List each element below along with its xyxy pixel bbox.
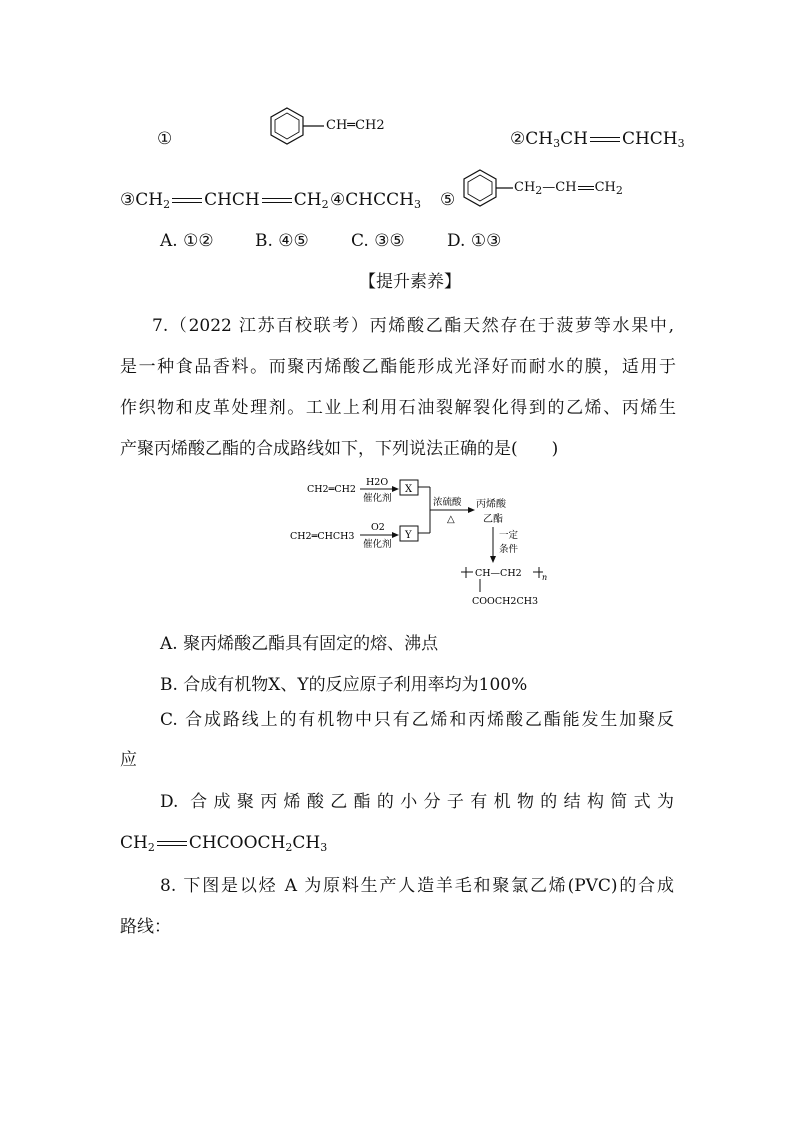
double-bond xyxy=(578,186,594,190)
q7-option-c-cont: 应 xyxy=(120,750,137,770)
option-5-number: ⑤ xyxy=(440,190,456,210)
side-group: COOCH2CH3 xyxy=(472,596,539,607)
benzene-ring-2-inner xyxy=(468,175,492,201)
product-line-1: 丙烯酸 xyxy=(476,499,506,510)
q7-option-d-formula xyxy=(120,835,327,852)
arrow-1-head xyxy=(392,486,399,492)
q8-line-1: 8. 下图是以烃 A 为原料生产人造羊毛和聚氯乙烯(PVC)的合成 xyxy=(160,876,674,896)
q7-option-d: D. 合成聚丙烯酸乙酯的小分子有机物的结构简式为 xyxy=(160,792,674,812)
option-5-formula: $CH_2—CH$ $CH_2$ xyxy=(514,180,623,197)
option-2-sub2: 3 xyxy=(677,137,685,150)
option-5-sub2: 2 xyxy=(615,184,623,197)
q7-option-c: C. 合成路线上的有机物中只有乙烯和丙烯酸乙酯能发生加聚反 xyxy=(160,710,674,730)
q8-line-2: 路线： xyxy=(120,917,171,937)
y-box-label: Y xyxy=(405,530,412,541)
option-5-sub1: 2 xyxy=(535,184,543,197)
q7-option-a: A. 聚丙烯酸乙酯具有固定的熔、沸点 xyxy=(160,634,439,654)
polymer-n: n xyxy=(542,573,548,582)
product-line-2: 乙酯 xyxy=(483,514,503,525)
heat-label: △ xyxy=(447,514,455,525)
double-bond xyxy=(157,841,187,846)
option-3-a: CH xyxy=(135,190,164,210)
double-bond xyxy=(262,198,292,203)
option-3-c: CH xyxy=(293,190,322,210)
ethylene-label: CH2═CH2 xyxy=(307,484,356,495)
option-2-a: CH xyxy=(525,129,554,149)
d-formula-a: CH xyxy=(120,833,148,853)
q7-line-1: 7.（2022 江苏百校联考）丙烯酸乙酯天然存在于菠萝等水果中, xyxy=(152,316,674,336)
option-3-b: CHCH xyxy=(204,190,260,210)
polymer-chain: CH—CH2 xyxy=(475,568,522,579)
cond-line-1: 一定 xyxy=(499,530,519,541)
arrow-4-head xyxy=(490,556,496,563)
option-5-b: CH xyxy=(555,180,577,195)
x-box-label: X xyxy=(405,484,413,495)
q7-line-4: 产聚丙烯酸乙酯的合成路线如下，下列说法正确的是( ) xyxy=(120,439,559,459)
option-3-sub2: 2 xyxy=(321,198,329,211)
propylene-label: CH2═CHCH3 xyxy=(290,531,355,542)
option-1-number: ① xyxy=(157,129,173,149)
styrene-formula xyxy=(326,118,385,133)
d-formula-sub1: 2 xyxy=(147,841,155,854)
allylbenzene-ring xyxy=(461,168,521,208)
water-label: H2O xyxy=(366,477,389,488)
double-bond xyxy=(590,137,620,142)
d-formula-c: CH xyxy=(292,833,321,853)
option-2 xyxy=(510,131,685,148)
arrow-3-head xyxy=(468,507,475,513)
choice-d: D. ①③ xyxy=(447,231,502,251)
q7-line-2: 是一种食品香料。而聚丙烯酸乙酯能形成光泽好而耐水的膜，适用于 xyxy=(120,357,676,377)
option-2-sub1: 3 xyxy=(553,137,561,150)
option-2-b: CH xyxy=(560,129,588,149)
d-formula-sub2: 2 xyxy=(285,841,293,854)
option-4-number: ④ xyxy=(330,190,346,210)
styrene-text: CH═CH2 xyxy=(326,118,385,133)
option-3 xyxy=(120,192,329,209)
synthesis-route xyxy=(280,474,570,614)
oxygen-label: O2 xyxy=(371,522,385,533)
option-4-text: CHCCH xyxy=(345,190,414,210)
d-formula-sub3: 3 xyxy=(320,841,328,854)
option-4-sub: 3 xyxy=(413,198,421,211)
double-bond xyxy=(172,198,202,203)
benzene-ring-1-inner xyxy=(275,113,299,139)
d-formula-b: CHCOOCH xyxy=(188,833,286,853)
q7-line-3: 作织物和皮革处理剂。工业上利用石油裂解裂化得到的乙烯、丙烯生 xyxy=(120,398,676,418)
choice-a: A. ①② xyxy=(160,231,214,251)
choice-c: C. ③⑤ xyxy=(351,231,405,251)
option-5-c: CH xyxy=(594,180,616,195)
catalyst-1: 催化剂 xyxy=(363,493,392,504)
option-3-sub1: 2 xyxy=(163,198,171,211)
option-5-a: CH xyxy=(514,180,536,195)
conc-acid-label: 浓硫酸 xyxy=(433,497,462,508)
option-2-c: CHCH xyxy=(621,129,678,149)
catalyst-2: 催化剂 xyxy=(363,539,392,550)
choice-b: B. ④⑤ xyxy=(255,231,309,251)
cond-line-2: 条件 xyxy=(499,544,519,555)
q7-option-b: B. 合成有机物X、Y的反应原子利用率均为100% xyxy=(160,675,528,695)
section-heading: 【提升素养】 xyxy=(359,272,461,292)
option-3-number: ③ xyxy=(120,190,136,210)
arrow-2-head xyxy=(392,532,399,538)
option-4 xyxy=(330,192,421,209)
option-2-number: ② xyxy=(510,129,526,149)
